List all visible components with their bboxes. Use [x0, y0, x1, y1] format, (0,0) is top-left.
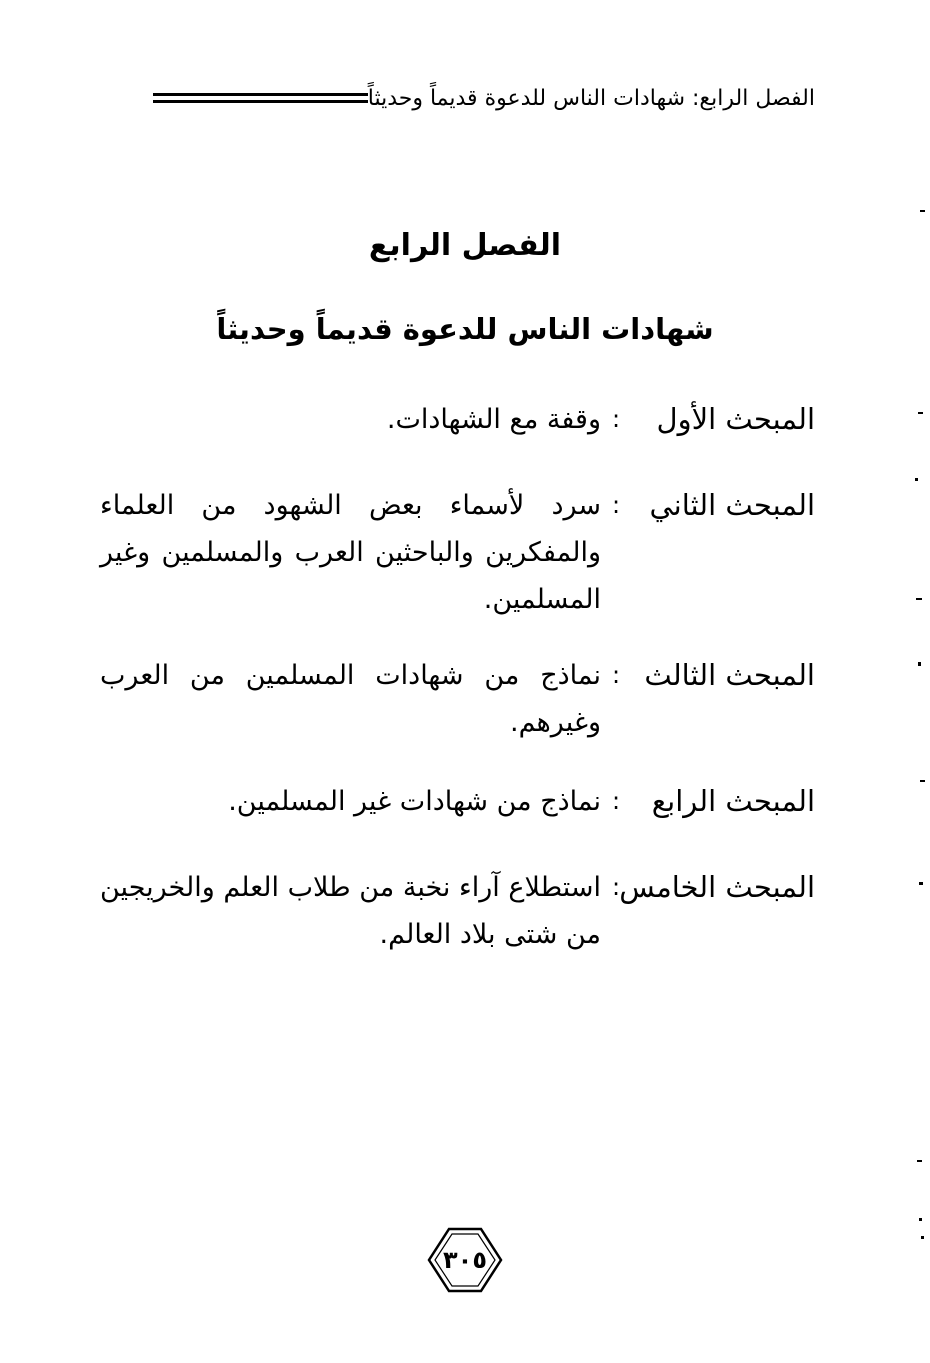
section-description: سرد لأسماء بعض الشهود من العلماء والمفكرين والباحثين العرب والمسلمين وغير المسلمين. [100, 490, 601, 615]
section-label: المبحث الثالث [644, 658, 815, 692]
scan-speck [918, 662, 921, 666]
scan-speck [919, 882, 923, 885]
scan-speck [919, 1218, 922, 1221]
section-label: المبحث الثاني [649, 488, 815, 522]
section-description: نماذج من شهادات غير المسلمين. [228, 786, 601, 817]
section-colon: : [611, 491, 621, 519]
section-colon: : [611, 787, 621, 815]
scan-speck [918, 412, 923, 414]
scan-speck [917, 1160, 922, 1162]
page-number: ٣٠٥ [443, 1246, 487, 1274]
section-colon: : [611, 405, 621, 433]
section-label: المبحث الرابع [651, 784, 815, 818]
section-label: المبحث الخامس [619, 870, 815, 904]
scan-speck [920, 210, 925, 212]
section-row-3 [100, 652, 815, 746]
section-description: نماذج من شهادات المسلمين من العرب وغيرهم. [100, 660, 601, 738]
chapter-title: الفصل الرابع [368, 228, 562, 263]
section-row-4 [100, 778, 815, 825]
header-double-rule [153, 93, 368, 103]
scan-speck [916, 598, 922, 600]
page-number-frame [427, 1227, 503, 1293]
section-colon: : [611, 661, 621, 689]
scan-speck [921, 1236, 924, 1239]
section-colon: : [611, 873, 621, 901]
scan-speck [915, 478, 918, 481]
running-header [100, 78, 815, 118]
section-description: وقفة مع الشهادات. [386, 404, 601, 435]
chapter-subtitle: شهادات الناس للدعوة قديماً وحديثاً [216, 312, 714, 346]
section-row-1 [100, 396, 815, 443]
running-header-text: الفصل الرابع: شهادات الناس للدعوة قديماً وحديثاً [367, 85, 815, 111]
section-description: استطلاع آراء نخبة من طلاب العلم والخريجين من شتى بلاد العالم. [100, 872, 601, 950]
scan-speck [920, 780, 925, 782]
section-row-2 [100, 482, 815, 623]
section-label: المبحث الأول [656, 402, 815, 436]
section-row-5 [100, 864, 815, 958]
